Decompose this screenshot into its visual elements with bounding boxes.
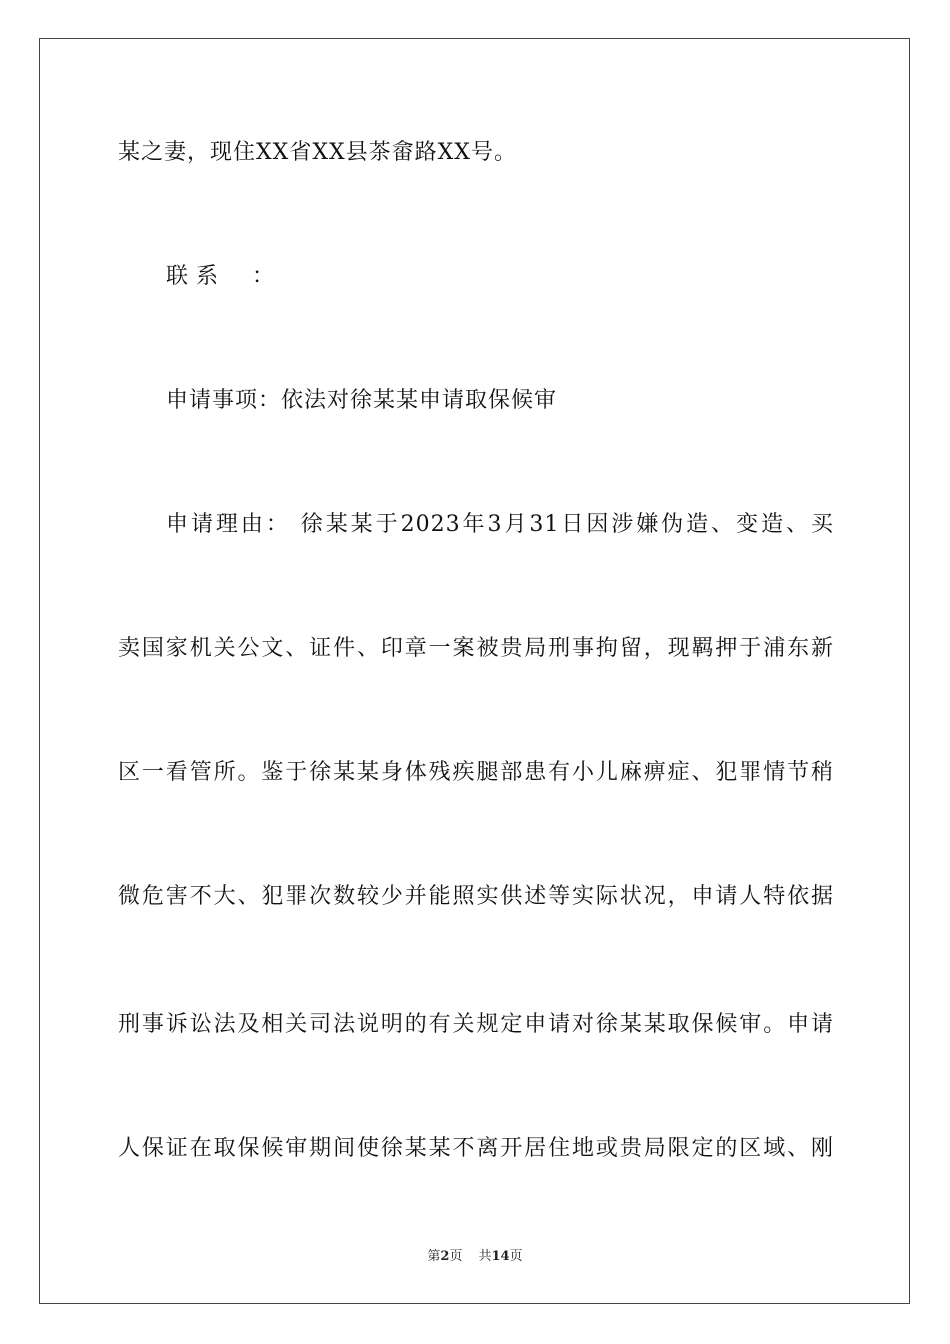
total-suffix: 页 bbox=[509, 1249, 523, 1264]
page-suffix: 页 bbox=[449, 1249, 463, 1264]
page-current: 2 bbox=[440, 1249, 450, 1264]
application-reason-line-1: 申请理由： 徐某某于2023年3月31日因涉嫌伪造、变造、买 bbox=[166, 512, 834, 537]
page-prefix: 第 bbox=[427, 1249, 441, 1264]
contact-colon: ： bbox=[252, 264, 276, 289]
application-reason-line-3: 区一看管所。鉴于徐某某身体残疾腿部患有小儿麻痹症、犯罪情节稍 bbox=[118, 760, 834, 785]
page-border bbox=[39, 38, 910, 1304]
contact-label: 联系 bbox=[166, 264, 227, 289]
application-reason-line-4: 微危害不大、犯罪次数较少并能照实供述等实际状况，申请人特依据 bbox=[118, 884, 834, 909]
application-reason-line-2: 卖国家机关公文、证件、印章一案被贵局刑事拘留，现羁押于浦东新 bbox=[118, 636, 834, 661]
page-total: 14 bbox=[491, 1249, 510, 1264]
application-reason-line-6: 人保证在取保候审期间使徐某某不离开居住地或贵局限定的区域、刚 bbox=[118, 1136, 834, 1161]
contact-line bbox=[166, 262, 834, 292]
page-footer bbox=[0, 1248, 950, 1266]
application-reason-line-5: 刑事诉讼法及相关司法说明的有关规定申请对徐某某取保候审。申请 bbox=[118, 1012, 834, 1037]
text-line-1: 某之妻，现住XX省XX县茶畲路XX号。 bbox=[118, 140, 517, 165]
application-matter-line: 申请事项：依法对徐某某申请取保候审 bbox=[166, 388, 558, 413]
total-prefix: 共 bbox=[478, 1249, 492, 1264]
